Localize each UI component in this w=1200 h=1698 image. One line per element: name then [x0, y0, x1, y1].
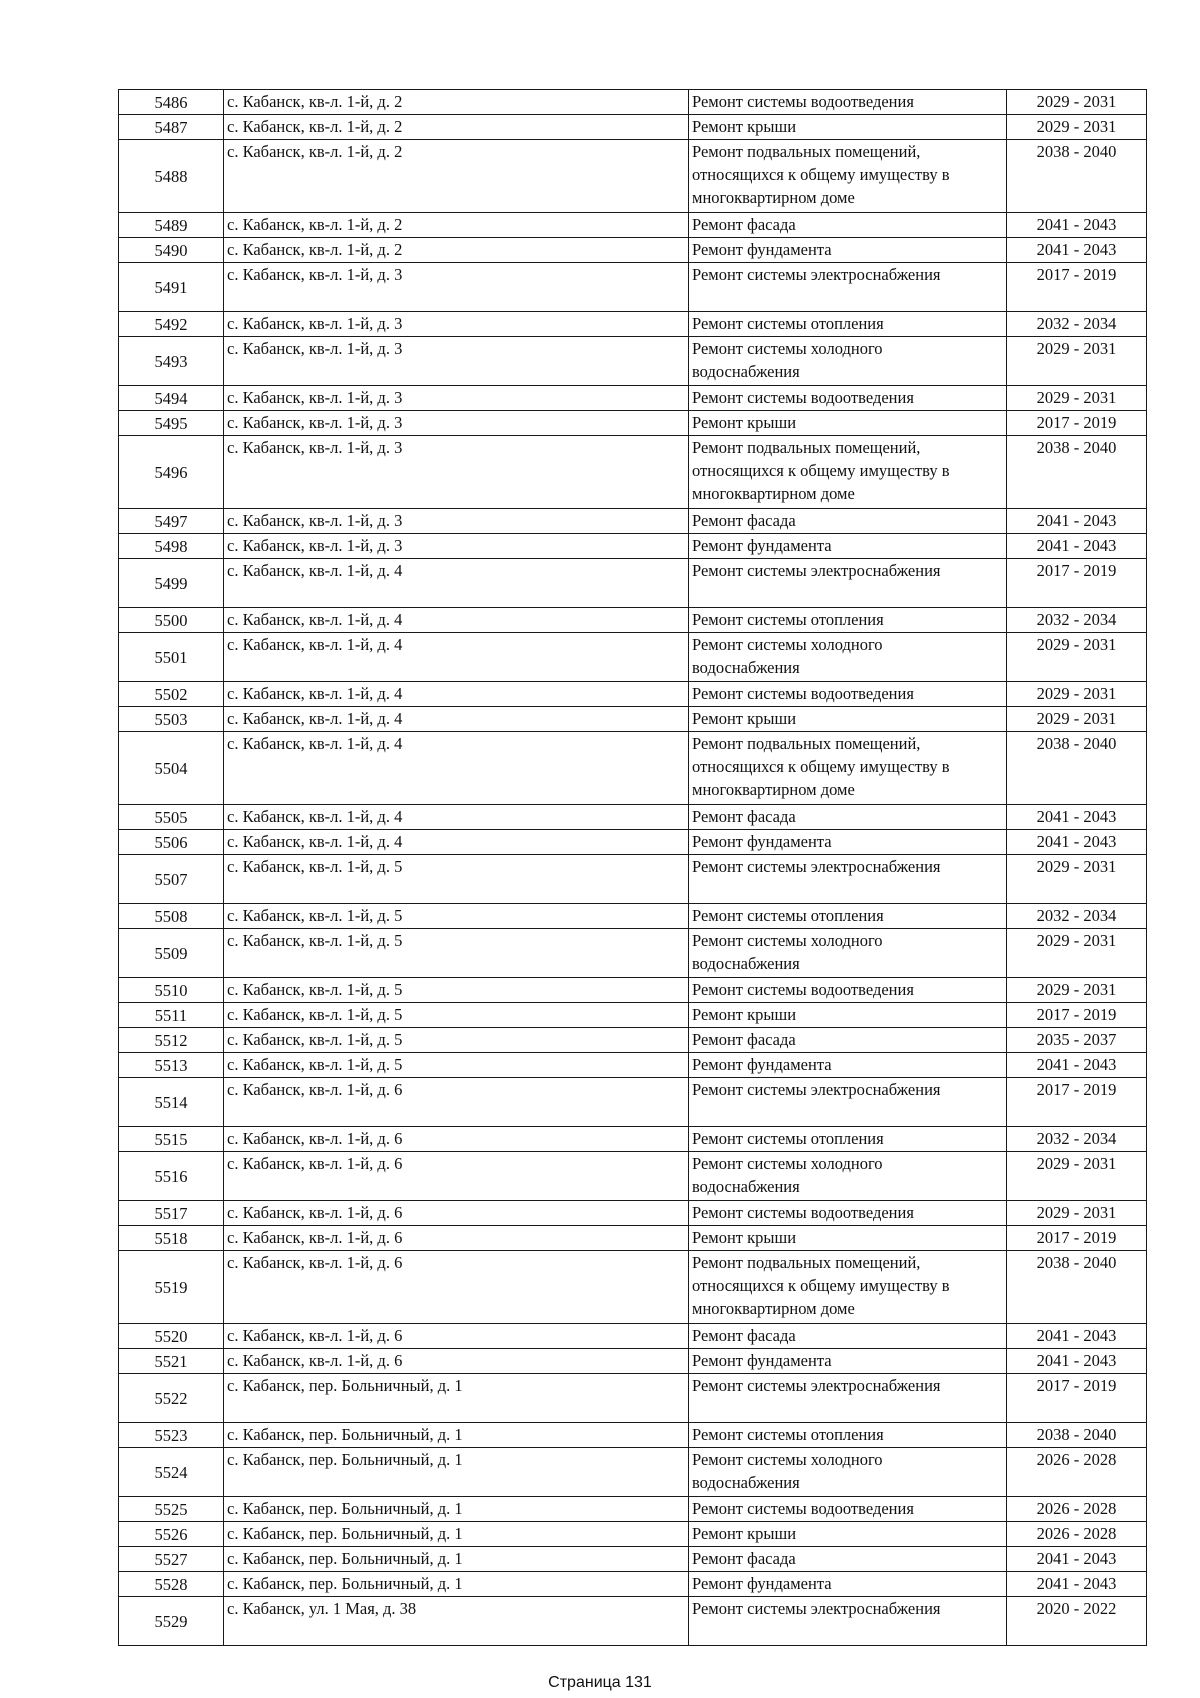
period-cell: 2029 - 2031: [1007, 115, 1147, 140]
row-number: 5525: [119, 1497, 224, 1522]
address-cell: с. Кабанск, кв-л. 1-й, д. 4: [224, 608, 689, 633]
work-type-line: многоквартирном доме: [692, 780, 855, 799]
address-cell: с. Кабанск, кв-л. 1-й, д. 6: [224, 1201, 689, 1226]
work-type-line: Ремонт фасада: [692, 807, 796, 826]
work-type-line: Ремонт фундамента: [692, 1055, 832, 1074]
work-type-line: Ремонт подвальных помещений,: [692, 438, 921, 457]
row-number: 5529: [119, 1597, 224, 1646]
row-number: 5521: [119, 1349, 224, 1374]
period-cell: 2029 - 2031: [1007, 386, 1147, 411]
table-row: [119, 1423, 1147, 1448]
address-cell: с. Кабанск, кв-л. 1-й, д. 4: [224, 559, 689, 608]
work-type-cell: [689, 436, 1007, 509]
row-number: 5526: [119, 1522, 224, 1547]
table-row: [119, 978, 1147, 1003]
work-type-cell: [689, 1251, 1007, 1324]
work-type-line: Ремонт системы электроснабжения: [692, 265, 941, 284]
address-cell: с. Кабанск, кв-л. 1-й, д. 2: [224, 90, 689, 115]
work-type-line: многоквартирном доме: [692, 188, 855, 207]
work-type-cell: [689, 1547, 1007, 1572]
work-type-cell: [689, 978, 1007, 1003]
work-type-line: Ремонт системы водоотведения: [692, 1203, 914, 1222]
row-number: 5517: [119, 1201, 224, 1226]
row-number: 5492: [119, 312, 224, 337]
table-row: [119, 1152, 1147, 1201]
table-row: [119, 1547, 1147, 1572]
work-type-line: Ремонт фасада: [692, 1326, 796, 1345]
row-number: 5505: [119, 805, 224, 830]
work-type-line: Ремонт фундамента: [692, 832, 832, 851]
period-cell: 2041 - 2043: [1007, 1572, 1147, 1597]
address-cell: с. Кабанск, кв-л. 1-й, д. 5: [224, 929, 689, 978]
table-row: [119, 1251, 1147, 1324]
work-type-line: Ремонт системы электроснабжения: [692, 561, 941, 580]
work-type-line: Ремонт системы отопления: [692, 314, 884, 333]
work-type-line: водоснабжения: [692, 1177, 800, 1196]
table-body: [119, 90, 1147, 1646]
period-cell: 2032 - 2034: [1007, 312, 1147, 337]
work-type-cell: [689, 509, 1007, 534]
work-type-cell: [689, 1152, 1007, 1201]
address-cell: с. Кабанск, кв-л. 1-й, д. 6: [224, 1127, 689, 1152]
address-cell: с. Кабанск, кв-л. 1-й, д. 2: [224, 213, 689, 238]
address-cell: с. Кабанск, пер. Больничный, д. 1: [224, 1374, 689, 1423]
row-number: 5507: [119, 855, 224, 904]
row-number: 5494: [119, 386, 224, 411]
period-cell: 2017 - 2019: [1007, 1003, 1147, 1028]
period-cell: 2032 - 2034: [1007, 904, 1147, 929]
row-number: 5490: [119, 238, 224, 263]
table-row: [119, 805, 1147, 830]
row-number: 5501: [119, 633, 224, 682]
table-row: [119, 1324, 1147, 1349]
work-type-cell: [689, 140, 1007, 213]
work-type-cell: [689, 929, 1007, 978]
period-cell: 2017 - 2019: [1007, 411, 1147, 436]
period-cell: 2029 - 2031: [1007, 1152, 1147, 1201]
row-number: 5506: [119, 830, 224, 855]
row-number: 5523: [119, 1423, 224, 1448]
period-cell: 2041 - 2043: [1007, 213, 1147, 238]
address-cell: с. Кабанск, пер. Больничный, д. 1: [224, 1572, 689, 1597]
work-type-cell: [689, 1078, 1007, 1127]
work-type-line: Ремонт системы холодного: [692, 931, 883, 950]
work-type-line: Ремонт фундамента: [692, 1574, 832, 1593]
row-number: 5504: [119, 732, 224, 805]
work-type-line: относящихся к общему имуществу в: [692, 1276, 950, 1295]
work-type-cell: [689, 1423, 1007, 1448]
work-type-line: Ремонт подвальных помещений,: [692, 734, 921, 753]
work-type-line: Ремонт крыши: [692, 117, 797, 136]
work-type-line: водоснабжения: [692, 362, 800, 381]
row-number: 5491: [119, 263, 224, 312]
work-type-line: Ремонт системы электроснабжения: [692, 1599, 941, 1618]
table-row: [119, 1497, 1147, 1522]
address-cell: с. Кабанск, кв-л. 1-й, д. 5: [224, 978, 689, 1003]
address-cell: с. Кабанск, кв-л. 1-й, д. 3: [224, 263, 689, 312]
row-number: 5488: [119, 140, 224, 213]
work-type-line: Ремонт фасада: [692, 215, 796, 234]
work-type-line: Ремонт системы холодного: [692, 635, 883, 654]
work-type-cell: [689, 1324, 1007, 1349]
row-number: 5513: [119, 1053, 224, 1078]
work-type-cell: [689, 213, 1007, 238]
period-cell: 2029 - 2031: [1007, 682, 1147, 707]
work-type-cell: [689, 1497, 1007, 1522]
work-type-cell: [689, 682, 1007, 707]
address-cell: с. Кабанск, кв-л. 1-й, д. 3: [224, 337, 689, 386]
address-cell: с. Кабанск, пер. Больничный, д. 1: [224, 1522, 689, 1547]
work-type-line: Ремонт системы водоотведения: [692, 388, 914, 407]
table-row: [119, 337, 1147, 386]
period-cell: 2017 - 2019: [1007, 1226, 1147, 1251]
address-cell: с. Кабанск, кв-л. 1-й, д. 3: [224, 312, 689, 337]
work-type-line: Ремонт системы отопления: [692, 1129, 884, 1148]
row-number: 5497: [119, 509, 224, 534]
work-type-line: Ремонт фундамента: [692, 536, 832, 555]
row-number: 5503: [119, 707, 224, 732]
work-type-line: Ремонт фасада: [692, 511, 796, 530]
table-row: [119, 436, 1147, 509]
work-type-line: относящихся к общему имуществу в: [692, 757, 950, 776]
table-row: [119, 1349, 1147, 1374]
address-cell: с. Кабанск, кв-л. 1-й, д. 4: [224, 732, 689, 805]
address-cell: с. Кабанск, кв-л. 1-й, д. 4: [224, 830, 689, 855]
table-row: [119, 1448, 1147, 1497]
address-cell: с. Кабанск, кв-л. 1-й, д. 3: [224, 509, 689, 534]
work-type-cell: [689, 386, 1007, 411]
work-type-cell: [689, 1572, 1007, 1597]
period-cell: 2029 - 2031: [1007, 90, 1147, 115]
period-cell: 2029 - 2031: [1007, 929, 1147, 978]
work-type-line: относящихся к общему имуществу в: [692, 165, 950, 184]
page-number: Страница 131: [548, 1674, 652, 1691]
address-cell: с. Кабанск, кв-л. 1-й, д. 4: [224, 707, 689, 732]
address-cell: с. Кабанск, кв-л. 1-й, д. 4: [224, 805, 689, 830]
work-type-cell: [689, 633, 1007, 682]
address-cell: с. Кабанск, пер. Больничный, д. 1: [224, 1497, 689, 1522]
period-cell: 2041 - 2043: [1007, 1547, 1147, 1572]
table-row: [119, 732, 1147, 805]
period-cell: 2032 - 2034: [1007, 608, 1147, 633]
work-type-line: Ремонт системы водоотведения: [692, 1499, 914, 1518]
table-row: [119, 1572, 1147, 1597]
address-cell: с. Кабанск, кв-л. 1-й, д. 6: [224, 1226, 689, 1251]
work-type-line: водоснабжения: [692, 1473, 800, 1492]
table-row: [119, 1597, 1147, 1646]
row-number: 5515: [119, 1127, 224, 1152]
table-row: [119, 534, 1147, 559]
row-number: 5493: [119, 337, 224, 386]
work-type-cell: [689, 1522, 1007, 1547]
work-type-line: Ремонт системы электроснабжения: [692, 1376, 941, 1395]
table-row: [119, 263, 1147, 312]
work-type-cell: [689, 337, 1007, 386]
period-cell: 2041 - 2043: [1007, 830, 1147, 855]
work-type-cell: [689, 1201, 1007, 1226]
address-cell: с. Кабанск, пер. Больничный, д. 1: [224, 1547, 689, 1572]
period-cell: 2026 - 2028: [1007, 1522, 1147, 1547]
period-cell: 2038 - 2040: [1007, 1423, 1147, 1448]
address-cell: с. Кабанск, кв-л. 1-й, д. 3: [224, 436, 689, 509]
table-row: [119, 140, 1147, 213]
address-cell: с. Кабанск, кв-л. 1-й, д. 5: [224, 1003, 689, 1028]
row-number: 5510: [119, 978, 224, 1003]
table-row: [119, 115, 1147, 140]
address-cell: с. Кабанск, кв-л. 1-й, д. 5: [224, 904, 689, 929]
period-cell: 2017 - 2019: [1007, 1078, 1147, 1127]
work-type-cell: [689, 732, 1007, 805]
work-type-cell: [689, 707, 1007, 732]
row-number: 5509: [119, 929, 224, 978]
row-number: 5519: [119, 1251, 224, 1324]
work-type-line: водоснабжения: [692, 658, 800, 677]
work-type-line: Ремонт системы водоотведения: [692, 684, 914, 703]
period-cell: 2026 - 2028: [1007, 1448, 1147, 1497]
row-number: 5489: [119, 213, 224, 238]
work-type-line: Ремонт фундамента: [692, 240, 832, 259]
work-type-line: Ремонт фундамента: [692, 1351, 832, 1370]
table-row: [119, 411, 1147, 436]
work-type-line: Ремонт крыши: [692, 1524, 797, 1543]
table-row: [119, 830, 1147, 855]
work-type-line: Ремонт системы отопления: [692, 906, 884, 925]
period-cell: 2029 - 2031: [1007, 1201, 1147, 1226]
row-number: 5518: [119, 1226, 224, 1251]
work-type-line: Ремонт крыши: [692, 1005, 797, 1024]
period-cell: 2038 - 2040: [1007, 436, 1147, 509]
row-number: 5524: [119, 1448, 224, 1497]
row-number: 5522: [119, 1374, 224, 1423]
table-row: [119, 238, 1147, 263]
row-number: 5516: [119, 1152, 224, 1201]
row-number: 5486: [119, 90, 224, 115]
row-number: 5499: [119, 559, 224, 608]
period-cell: 2017 - 2019: [1007, 559, 1147, 608]
work-type-cell: [689, 411, 1007, 436]
table-row: [119, 509, 1147, 534]
address-cell: с. Кабанск, кв-л. 1-й, д. 3: [224, 411, 689, 436]
work-type-line: Ремонт фасада: [692, 1030, 796, 1049]
work-type-line: многоквартирном доме: [692, 484, 855, 503]
work-type-cell: [689, 1003, 1007, 1028]
work-type-line: Ремонт системы холодного: [692, 1154, 883, 1173]
table-row: [119, 682, 1147, 707]
work-type-line: Ремонт системы холодного: [692, 339, 883, 358]
period-cell: 2029 - 2031: [1007, 633, 1147, 682]
work-type-line: относящихся к общему имуществу в: [692, 461, 950, 480]
table-row: [119, 312, 1147, 337]
address-cell: с. Кабанск, кв-л. 1-й, д. 6: [224, 1152, 689, 1201]
work-type-cell: [689, 90, 1007, 115]
table-row: [119, 1028, 1147, 1053]
work-type-cell: [689, 1127, 1007, 1152]
table-row: [119, 633, 1147, 682]
repair-schedule-table: [118, 89, 1147, 1646]
work-type-line: водоснабжения: [692, 954, 800, 973]
work-type-cell: [689, 1028, 1007, 1053]
period-cell: 2041 - 2043: [1007, 805, 1147, 830]
work-type-cell: [689, 1349, 1007, 1374]
table-row: [119, 608, 1147, 633]
work-type-line: Ремонт системы холодного: [692, 1450, 883, 1469]
work-type-line: Ремонт крыши: [692, 709, 797, 728]
table-row: [119, 929, 1147, 978]
work-type-cell: [689, 263, 1007, 312]
address-cell: с. Кабанск, кв-л. 1-й, д. 6: [224, 1078, 689, 1127]
address-cell: с. Кабанск, кв-л. 1-й, д. 3: [224, 386, 689, 411]
work-type-line: Ремонт подвальных помещений,: [692, 1253, 921, 1272]
period-cell: 2041 - 2043: [1007, 534, 1147, 559]
table-row: [119, 1522, 1147, 1547]
row-number: 5514: [119, 1078, 224, 1127]
period-cell: 2017 - 2019: [1007, 263, 1147, 312]
address-cell: с. Кабанск, кв-л. 1-й, д. 4: [224, 682, 689, 707]
work-type-cell: [689, 312, 1007, 337]
table-row: [119, 1053, 1147, 1078]
period-cell: 2020 - 2022: [1007, 1597, 1147, 1646]
period-cell: 2029 - 2031: [1007, 707, 1147, 732]
work-type-cell: [689, 904, 1007, 929]
work-type-cell: [689, 830, 1007, 855]
period-cell: 2041 - 2043: [1007, 1324, 1147, 1349]
work-type-line: Ремонт системы электроснабжения: [692, 1080, 941, 1099]
table-row: [119, 707, 1147, 732]
work-type-line: Ремонт крыши: [692, 413, 797, 432]
work-type-line: Ремонт крыши: [692, 1228, 797, 1247]
row-number: 5528: [119, 1572, 224, 1597]
period-cell: 2041 - 2043: [1007, 238, 1147, 263]
period-cell: 2038 - 2040: [1007, 140, 1147, 213]
period-cell: 2038 - 2040: [1007, 1251, 1147, 1324]
work-type-cell: [689, 1374, 1007, 1423]
table-row: [119, 1003, 1147, 1028]
period-cell: 2029 - 2031: [1007, 978, 1147, 1003]
period-cell: 2029 - 2031: [1007, 855, 1147, 904]
address-cell: с. Кабанск, кв-л. 1-й, д. 5: [224, 855, 689, 904]
period-cell: 2029 - 2031: [1007, 337, 1147, 386]
row-number: 5495: [119, 411, 224, 436]
period-cell: 2032 - 2034: [1007, 1127, 1147, 1152]
address-cell: с. Кабанск, кв-л. 1-й, д. 3: [224, 534, 689, 559]
period-cell: 2017 - 2019: [1007, 1374, 1147, 1423]
work-type-cell: [689, 805, 1007, 830]
work-type-line: Ремонт фасада: [692, 1549, 796, 1568]
work-type-cell: [689, 1597, 1007, 1646]
address-cell: с. Кабанск, кв-л. 1-й, д. 6: [224, 1324, 689, 1349]
period-cell: 2026 - 2028: [1007, 1497, 1147, 1522]
address-cell: с. Кабанск, кв-л. 1-й, д. 2: [224, 238, 689, 263]
table-row: [119, 1201, 1147, 1226]
period-cell: 2041 - 2043: [1007, 1349, 1147, 1374]
work-type-cell: [689, 855, 1007, 904]
address-cell: с. Кабанск, кв-л. 1-й, д. 2: [224, 115, 689, 140]
address-cell: с. Кабанск, пер. Больничный, д. 1: [224, 1423, 689, 1448]
work-type-line: Ремонт системы электроснабжения: [692, 857, 941, 876]
table-row: [119, 1374, 1147, 1423]
table-row: [119, 1078, 1147, 1127]
period-cell: 2041 - 2043: [1007, 1053, 1147, 1078]
table-row: [119, 213, 1147, 238]
work-type-cell: [689, 1053, 1007, 1078]
row-number: 5512: [119, 1028, 224, 1053]
row-number: 5502: [119, 682, 224, 707]
address-cell: с. Кабанск, кв-л. 1-й, д. 6: [224, 1349, 689, 1374]
work-type-cell: [689, 1226, 1007, 1251]
address-cell: с. Кабанск, кв-л. 1-й, д. 5: [224, 1053, 689, 1078]
work-type-cell: [689, 115, 1007, 140]
address-cell: с. Кабанск, кв-л. 1-й, д. 6: [224, 1251, 689, 1324]
row-number: 5511: [119, 1003, 224, 1028]
period-cell: 2035 - 2037: [1007, 1028, 1147, 1053]
address-cell: с. Кабанск, кв-л. 1-й, д. 5: [224, 1028, 689, 1053]
address-cell: с. Кабанск, кв-л. 1-й, д. 4: [224, 633, 689, 682]
table-row: [119, 1127, 1147, 1152]
work-type-line: Ремонт системы отопления: [692, 1425, 884, 1444]
row-number: 5508: [119, 904, 224, 929]
table-row: [119, 855, 1147, 904]
work-type-cell: [689, 608, 1007, 633]
period-cell: 2038 - 2040: [1007, 732, 1147, 805]
work-type-line: Ремонт системы водоотведения: [692, 980, 914, 999]
work-type-line: Ремонт системы водоотведения: [692, 92, 914, 111]
period-cell: 2041 - 2043: [1007, 509, 1147, 534]
address-cell: с. Кабанск, пер. Больничный, д. 1: [224, 1448, 689, 1497]
table-row: [119, 559, 1147, 608]
address-cell: с. Кабанск, ул. 1 Мая, д. 38: [224, 1597, 689, 1646]
work-type-cell: [689, 559, 1007, 608]
work-type-cell: [689, 534, 1007, 559]
work-type-cell: [689, 238, 1007, 263]
table-row: [119, 386, 1147, 411]
table-row: [119, 90, 1147, 115]
row-number: 5527: [119, 1547, 224, 1572]
row-number: 5500: [119, 608, 224, 633]
table-row: [119, 1226, 1147, 1251]
work-type-line: Ремонт системы отопления: [692, 610, 884, 629]
address-cell: с. Кабанск, кв-л. 1-й, д. 2: [224, 140, 689, 213]
row-number: 5498: [119, 534, 224, 559]
row-number: 5487: [119, 115, 224, 140]
row-number: 5496: [119, 436, 224, 509]
work-type-line: Ремонт подвальных помещений,: [692, 142, 921, 161]
work-type-cell: [689, 1448, 1007, 1497]
table-row: [119, 904, 1147, 929]
work-type-line: многоквартирном доме: [692, 1299, 855, 1318]
row-number: 5520: [119, 1324, 224, 1349]
